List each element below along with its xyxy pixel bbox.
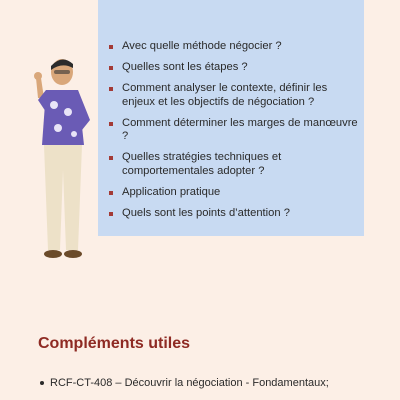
objective-item	[104, 117, 358, 144]
bullet-icon	[40, 381, 44, 385]
objective-text: Application pratique	[122, 185, 221, 198]
bullet-icon	[109, 87, 113, 91]
bullet-icon	[109, 191, 113, 195]
objectives-list	[104, 40, 358, 220]
objective-item	[104, 151, 358, 178]
objective-item	[104, 207, 358, 221]
objective-text: Quelles sont les étapes ?	[122, 61, 248, 73]
objective-text: Quelles stratégies techniques et comportementales adopter ?	[122, 151, 282, 177]
complement-item	[38, 377, 329, 389]
complement-text: RCF-CT-408 – Découvrir la négociation - Fondamentaux;	[50, 377, 329, 389]
objectives-box	[98, 0, 364, 236]
bullet-icon	[109, 122, 113, 126]
objective-text: Comment déterminer les marges de manœuvre ?	[122, 116, 358, 142]
bullet-icon	[109, 156, 113, 160]
bullet-icon	[109, 66, 113, 70]
bullet-icon	[109, 45, 113, 49]
complements-title: Compléments utiles	[38, 335, 191, 352]
objective-text: Quels sont les points d’attention ?	[122, 206, 290, 219]
objective-item	[104, 40, 358, 54]
objective-item	[104, 82, 358, 109]
man-illustration	[20, 50, 100, 270]
objective-item	[104, 186, 358, 200]
objective-text: Avec quelle méthode négocier ?	[122, 40, 282, 52]
objective-text: Comment analyser le contexte, définir les enjeux et les objectifs de négociation ?	[122, 82, 328, 108]
objective-item	[104, 61, 358, 75]
bullet-icon	[109, 212, 113, 216]
